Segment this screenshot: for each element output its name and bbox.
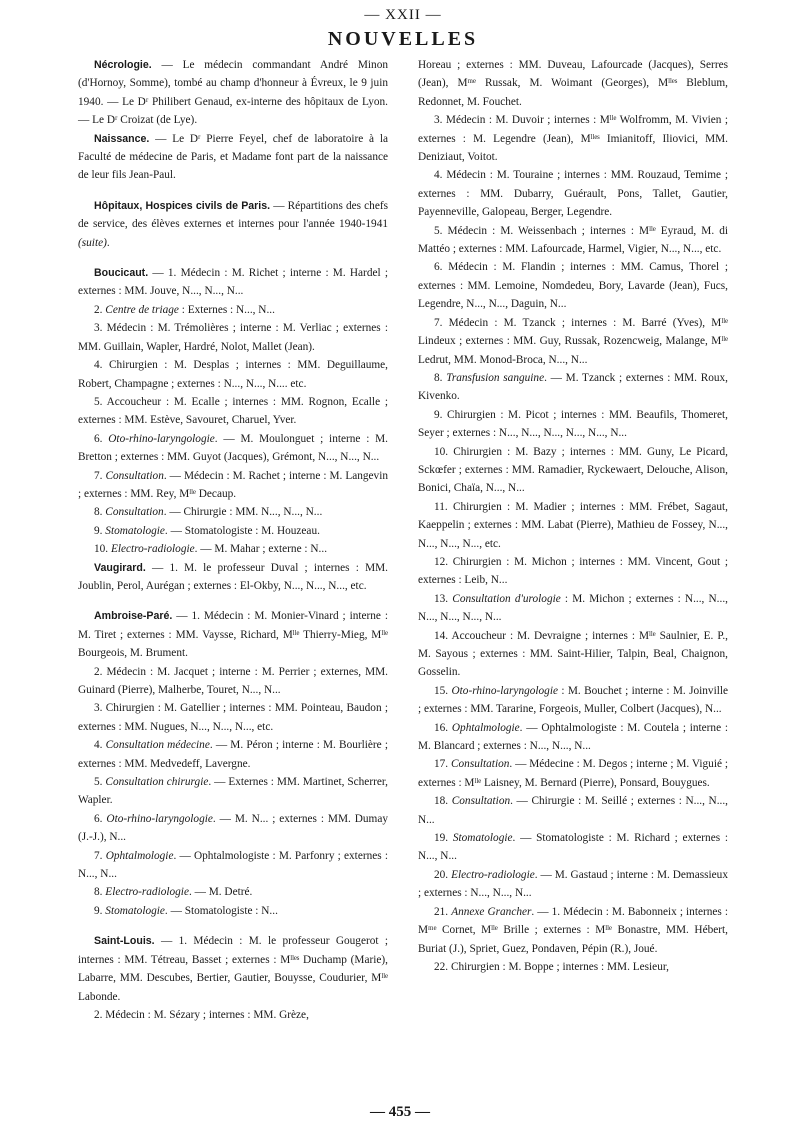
italic-text: Consultation bbox=[451, 795, 511, 808]
paragraph-text: . — M. Tzanck ; externes : MM. Roux, Kivenko. bbox=[418, 371, 729, 403]
paragraph-text: 7. bbox=[94, 849, 106, 862]
paragraph-text: — Le Dʳ Pierre Feyel, chef de laboratoire à la Faculté de médecine de Paris, et Madame font part de la naissance de leur fils Jean-Paul. bbox=[78, 132, 388, 182]
paragraph bbox=[78, 736, 388, 773]
paragraph bbox=[78, 356, 388, 393]
paragraph-text: . — M. N... ; externes : MM. Dumay (J.-J.), N... bbox=[78, 812, 388, 844]
paragraph-text: . — Stomatologiste : N... bbox=[164, 904, 278, 917]
paragraph-text: 16. bbox=[434, 721, 452, 734]
paragraph bbox=[78, 1006, 388, 1024]
section-heading: Hôpitaux, Hospices civils de Paris. bbox=[94, 199, 271, 212]
paragraph-text: 2. bbox=[94, 303, 106, 316]
paragraph-text: — Le médecin commandant André Minon (d'Hornoy, Somme), tombé au champ d'honneur à Évreux, le 9 juin 1940. — Le Dʳ Philibert Genaud, ex-interne des hôpitaux de Lyon. — Le Dʳ Croizat (de Lye). bbox=[78, 59, 388, 127]
paragraph-text: . — M. Péron ; interne : M. Bourlière ; externes : MM. Medvedeff, Lavergne. bbox=[78, 739, 388, 770]
paragraph-text: : M. Bouchet ; interne : M. Joinville ; externes : MM. Tararine, Forgeois, Muller, Colbert (Jacques), N... bbox=[418, 684, 729, 716]
page-header bbox=[78, 6, 728, 52]
page-number: — 455 — bbox=[370, 1104, 430, 1120]
paragraph-text: 12. Chirurgien : M. Michon ; internes : MM. Vincent, Gout ; externes : Leib, N... bbox=[418, 555, 728, 587]
paragraph bbox=[418, 682, 728, 719]
paragraph-text: 5. Accoucheur : M. Ecalle ; internes : MM. Rognon, Ecalle ; externes : MM. Estève, Savouret, Charuel, Yver. bbox=[78, 395, 388, 427]
paragraph-text: . — Ophtalmologiste : M. Parfonry ; externes : N..., N... bbox=[78, 849, 388, 881]
paragraph bbox=[418, 56, 728, 111]
italic-text: Consultation d'urologie bbox=[452, 592, 561, 605]
section-heading: Ambroise-Paré. bbox=[94, 610, 173, 623]
paragraph-text: . — Chirurgie : M. Seillé ; externes : N..., N..., N... bbox=[418, 795, 728, 826]
page-title: NOUVELLES bbox=[327, 28, 479, 50]
paragraph bbox=[418, 443, 728, 498]
paragraph-text: 8. bbox=[94, 886, 106, 899]
paragraph-text: 3. Chirurgien : M. Gatellier ; internes : MM. Pointeau, Baudon ; externes : MM. Nugues, N..., N..., N..., etc. bbox=[78, 702, 388, 733]
paragraph bbox=[418, 590, 728, 627]
paragraph-text: . bbox=[106, 236, 110, 249]
paragraph-text: — 1. Médecin : M. le professeur Gougerot ; internes : MM. Tétreau, Basset ; externes : Mˡˡᵉˢ Duchamp (Marie), Labarre, MM. Descubes, Bertier, Gautier, Bouysse, Coudurier, Mˡˡᵉ Labonde. bbox=[78, 935, 388, 1003]
paragraph-text: 4. bbox=[94, 739, 106, 752]
paragraph bbox=[418, 627, 728, 682]
paragraph bbox=[78, 773, 388, 810]
paragraph-text: 3. Médecin : M. Duvoir ; internes : Mˡˡᵉ Wolfromm, M. Vivien ; externes : M. Legendre (Jean), Mˡˡᵉˢ Imianitoff, Iliovici, MM. Deniziaut, Voitot. bbox=[418, 114, 728, 164]
paragraph bbox=[418, 755, 728, 792]
paragraph-text: — Répartitions des chefs de service, des élèves externes et internes pour l'année 1940-1941 bbox=[78, 199, 388, 231]
italic-text: Oto-rhino-laryngologie bbox=[108, 432, 215, 445]
paragraph-text: 21. bbox=[434, 905, 452, 918]
paragraph-text: 11. Chirurgien : M. Madier ; internes : MM. Frébet, Sagaut, Kaeppelin ; externes : MM. Labat (Pierre), Mathieu de Fossey, N..., N..., N..., N..., etc. bbox=[418, 500, 728, 550]
paragraph bbox=[418, 222, 728, 259]
paragraph bbox=[418, 903, 728, 958]
section-heading: Saint-Louis. bbox=[94, 935, 155, 948]
paragraph bbox=[78, 902, 388, 920]
paragraph-text: 20. bbox=[434, 868, 452, 881]
paragraph-text: 9. Chirurgien : M. Picot ; internes : MM. Beaufils, Thomeret, Seyer ; externes : N..., N..., N..., N..., N..., N... bbox=[418, 408, 728, 440]
paragraph bbox=[418, 498, 728, 553]
paragraph bbox=[78, 56, 388, 130]
italic-text: Centre de triage bbox=[105, 303, 179, 316]
paragraph bbox=[78, 130, 388, 185]
paragraph-text: . — Médecin : M. Rachet ; interne : M. Langevin ; externes : MM. Rey, Mˡˡᵉ Decaup. bbox=[78, 469, 388, 500]
paragraph-text: 5. Médecin : M. Weissenbach ; internes : Mˡˡᵉ Eyraud, M. di Mattéo ; externes : MM. Lafourcade, Harmel, Vigier, N..., N..., etc. bbox=[418, 224, 728, 256]
paragraph-text: 7. Médecin : M. Tzanck ; internes : M. Barré (Yves), Mˡˡᵉ Lindeux ; externes : MM. Guy, Russak, Rozencweig, Malange, Mˡˡᵉ Ledrut, MM. Monod-Broca, N..., N... bbox=[418, 316, 728, 366]
paragraph bbox=[418, 719, 728, 756]
paragraph bbox=[418, 829, 728, 866]
paragraph-text: . — M. Gastaud ; interne : M. Demassieux ; externes : N..., N..., N... bbox=[418, 868, 728, 900]
italic-text: Electro-radiologie bbox=[110, 543, 195, 556]
paragraph-text: 3. Médecin : M. Trémolières ; interne : M. Verliac ; externes : MM. Guillain, Wapler, Hardré, Nolot, Mallet (Jean). bbox=[78, 322, 388, 353]
paragraph-text: . — Médecine : M. Degos ; interne ; M. Viguié ; externes : Mˡˡᵉ Laisney, M. Bernard (Pierre), Ponsard, Bouygues. bbox=[418, 758, 728, 789]
italic-text: Electro-radiologie bbox=[105, 886, 189, 899]
paragraph-text: 15. bbox=[434, 684, 452, 697]
paragraph-text: 9. bbox=[94, 904, 106, 917]
paragraph bbox=[78, 319, 388, 356]
italic-text: Stomatologie bbox=[105, 524, 165, 537]
italic-text: Consultation bbox=[451, 758, 510, 771]
paragraph bbox=[418, 166, 728, 221]
paragraph-text: . — Chirurgie : MM. N..., N..., N... bbox=[163, 506, 323, 519]
italic-text: Consultation bbox=[105, 469, 164, 482]
paragraph bbox=[78, 264, 388, 301]
right-column bbox=[418, 56, 728, 1024]
paragraph bbox=[78, 430, 388, 467]
italic-text: (suite) bbox=[78, 236, 107, 249]
paragraph-text: 4. Médecin : M. Touraine ; internes : MM. Rouzaud, Temime ; externes : MM. Dubarry, Guérault, Pons, Tallet, Gautier, Payenneville, Galopeau, Berger, Legendre. bbox=[418, 169, 728, 219]
italic-text: Transfusion sanguine bbox=[446, 371, 545, 384]
italic-text: Consultation médecine bbox=[105, 739, 210, 752]
paragraph bbox=[418, 792, 728, 829]
paragraph-text: : M. Michon ; externes : N..., N..., N..., N..., N..., N... bbox=[418, 592, 728, 624]
paragraph-text: . — M. Detré. bbox=[188, 886, 253, 899]
paragraph-text: 6. Médecin : M. Flandin ; internes : MM. Camus, Thorel ; externes : MM. Lemoine, Nomdedeu, Bory, Lavarde (Jean), Fucs, Legendre, N..., N..., Daguin, N... bbox=[418, 261, 728, 311]
paragraph-text: 6. bbox=[94, 432, 109, 445]
section-heading: Nécrologie. bbox=[94, 59, 152, 71]
paragraph-text: 19. bbox=[434, 832, 453, 845]
left-column bbox=[78, 56, 388, 1024]
paragraph bbox=[418, 958, 728, 976]
section-number: — XXII — bbox=[364, 7, 442, 23]
paragraph-text: 13. bbox=[434, 592, 453, 605]
italic-text: Stomatologie bbox=[452, 832, 513, 845]
paragraph bbox=[418, 258, 728, 313]
paragraph bbox=[78, 467, 388, 504]
paragraph-text: Horeau ; externes : MM. Duveau, Lafourcade (Jacques), Serres (Jean), Mᵐᵉ Russak, M. Woimant (Georges), Mˡˡᵉˢ Bleblum, Redonnet, M. Fouchet. bbox=[418, 59, 728, 108]
section-heading: Vaugirard. bbox=[94, 561, 146, 574]
paragraph-text: 6. bbox=[94, 812, 107, 825]
paragraph bbox=[78, 810, 388, 847]
italic-text: Electro-radiologie bbox=[451, 868, 535, 881]
paragraph-text: 8. bbox=[434, 371, 447, 384]
paragraph-text: : Externes : N..., N... bbox=[178, 303, 275, 316]
paragraph bbox=[78, 607, 388, 662]
paragraph-text: — 1. Médecin : M. Monier-Vinard ; interne : M. Tiret ; externes : MM. Vaysse, Richard, Mˡˡᵉ Thierry-Mieg, Mˡˡᵉ Bourgeois, M. Brument. bbox=[78, 610, 388, 660]
paragraph-text: 17. bbox=[434, 758, 451, 771]
paragraph bbox=[418, 553, 728, 590]
section-heading: Naissance. bbox=[94, 132, 150, 145]
italic-text: Annexe Grancher bbox=[451, 905, 532, 918]
paragraph bbox=[78, 883, 388, 901]
paragraph-text: 22. Chirurgien : M. Boppe ; internes : MM. Lesieur, bbox=[434, 960, 669, 973]
paragraph bbox=[78, 522, 388, 540]
italic-text: Consultation chirurgie bbox=[105, 776, 209, 789]
italic-text: Consultation bbox=[105, 506, 164, 519]
paragraph-text: 8. bbox=[94, 506, 106, 519]
paragraph-text: . — M. Mahar ; externe : N... bbox=[194, 543, 328, 556]
paragraph-text: 7. bbox=[94, 469, 106, 482]
section-heading: Boucicaut. bbox=[94, 267, 149, 280]
paragraph bbox=[418, 866, 728, 903]
paragraph-text: 10. Chirurgien : M. Bazy ; internes : MM. Guny, Le Picard, Sckœfer ; externes : MM. Ramadier, Ryckewaert, Delouche, Alison, Bonici, Chaïa, N..., N... bbox=[418, 445, 728, 495]
paragraph bbox=[78, 301, 388, 319]
paragraph bbox=[78, 663, 388, 700]
italic-text: Ophtalmologie bbox=[451, 721, 520, 734]
paragraph bbox=[78, 847, 388, 884]
paragraph bbox=[78, 540, 388, 558]
paragraph-text: — 1. Médecin : M. Richet ; interne : M. Hardel ; externes : MM. Jouve, N..., N..., N... bbox=[78, 267, 388, 298]
paragraph-text: . — Stomatologiste : M. Houzeau. bbox=[164, 524, 320, 537]
paragraph-text: . — 1. Médecin : M. Babonneix ; internes : Mᵐᵉ Cornet, Mˡˡᵉ Brille ; externes : Mˡˡᵉ Bonastre, MM. Hébert, Buriat (J.), Spriet, Guez, Pondaven, Pépin (R.), Joué. bbox=[418, 905, 728, 955]
columns bbox=[78, 56, 728, 1024]
paragraph bbox=[418, 111, 728, 166]
paragraph-text: 2. Médecin : M. Jacquet ; interne : M. Perrier ; externes, MM. Guinard (Pierre), Malherbe, Touret, N..., N... bbox=[78, 665, 388, 696]
paragraph-text: 5. bbox=[94, 776, 106, 789]
paragraph bbox=[78, 559, 388, 596]
paragraph-text: 9. bbox=[94, 524, 106, 537]
paragraph bbox=[78, 393, 388, 430]
paragraph-text: . — M. Moulonguet ; interne : M. Bretton ; externes : MM. Guyot (Jacques), Grémont, N..., N..., N... bbox=[78, 432, 389, 464]
paragraph-text: 2. Médecin : M. Sézary ; internes : MM. Grèze, bbox=[94, 1008, 309, 1021]
paragraph-text: . — Externes : MM. Martinet, Scherrer, Wapler. bbox=[78, 776, 388, 807]
paragraph-text: 18. bbox=[434, 795, 452, 808]
paragraph bbox=[78, 699, 388, 736]
paragraph bbox=[78, 932, 388, 1006]
paragraph-text: 14. Accoucheur : M. Devraigne ; internes : Mˡˡᵉ Saulnier, E. P., M. Sayous ; externes : MM. Saint-Hilier, Talpin, Beal, Chaignon, Gosselin. bbox=[418, 629, 728, 679]
paragraph-text: 4. Chirurgien : M. Desplas ; internes : MM. Deguillaume, Robert, Champagne ; externes : N..., N..., N.... etc. bbox=[78, 359, 388, 390]
italic-text: Oto-rhino-laryngologie bbox=[451, 684, 558, 697]
italic-text: Ophtalmologie bbox=[105, 849, 174, 862]
paragraph-text: . — Ophtalmologiste : M. Coutela ; interne : M. Blancard ; externes : N..., N..., N... bbox=[418, 721, 728, 753]
paragraph-text: . — Stomatologiste : M. Richard ; externes : N..., N... bbox=[418, 832, 728, 863]
italic-text: Oto-rhino-laryngologie bbox=[106, 812, 213, 825]
paragraph-text: 10. bbox=[94, 543, 111, 556]
paragraph bbox=[418, 314, 728, 369]
paragraph bbox=[418, 406, 728, 443]
italic-text: Stomatologie bbox=[105, 904, 165, 917]
paragraph bbox=[78, 503, 388, 521]
paragraph bbox=[418, 369, 728, 406]
paragraph bbox=[78, 197, 388, 252]
paragraph-text: — 1. M. le professeur Duval ; internes : MM. Joublin, Perol, Aurégan ; externes : El-Okby, N..., N..., N..., etc. bbox=[78, 561, 388, 592]
